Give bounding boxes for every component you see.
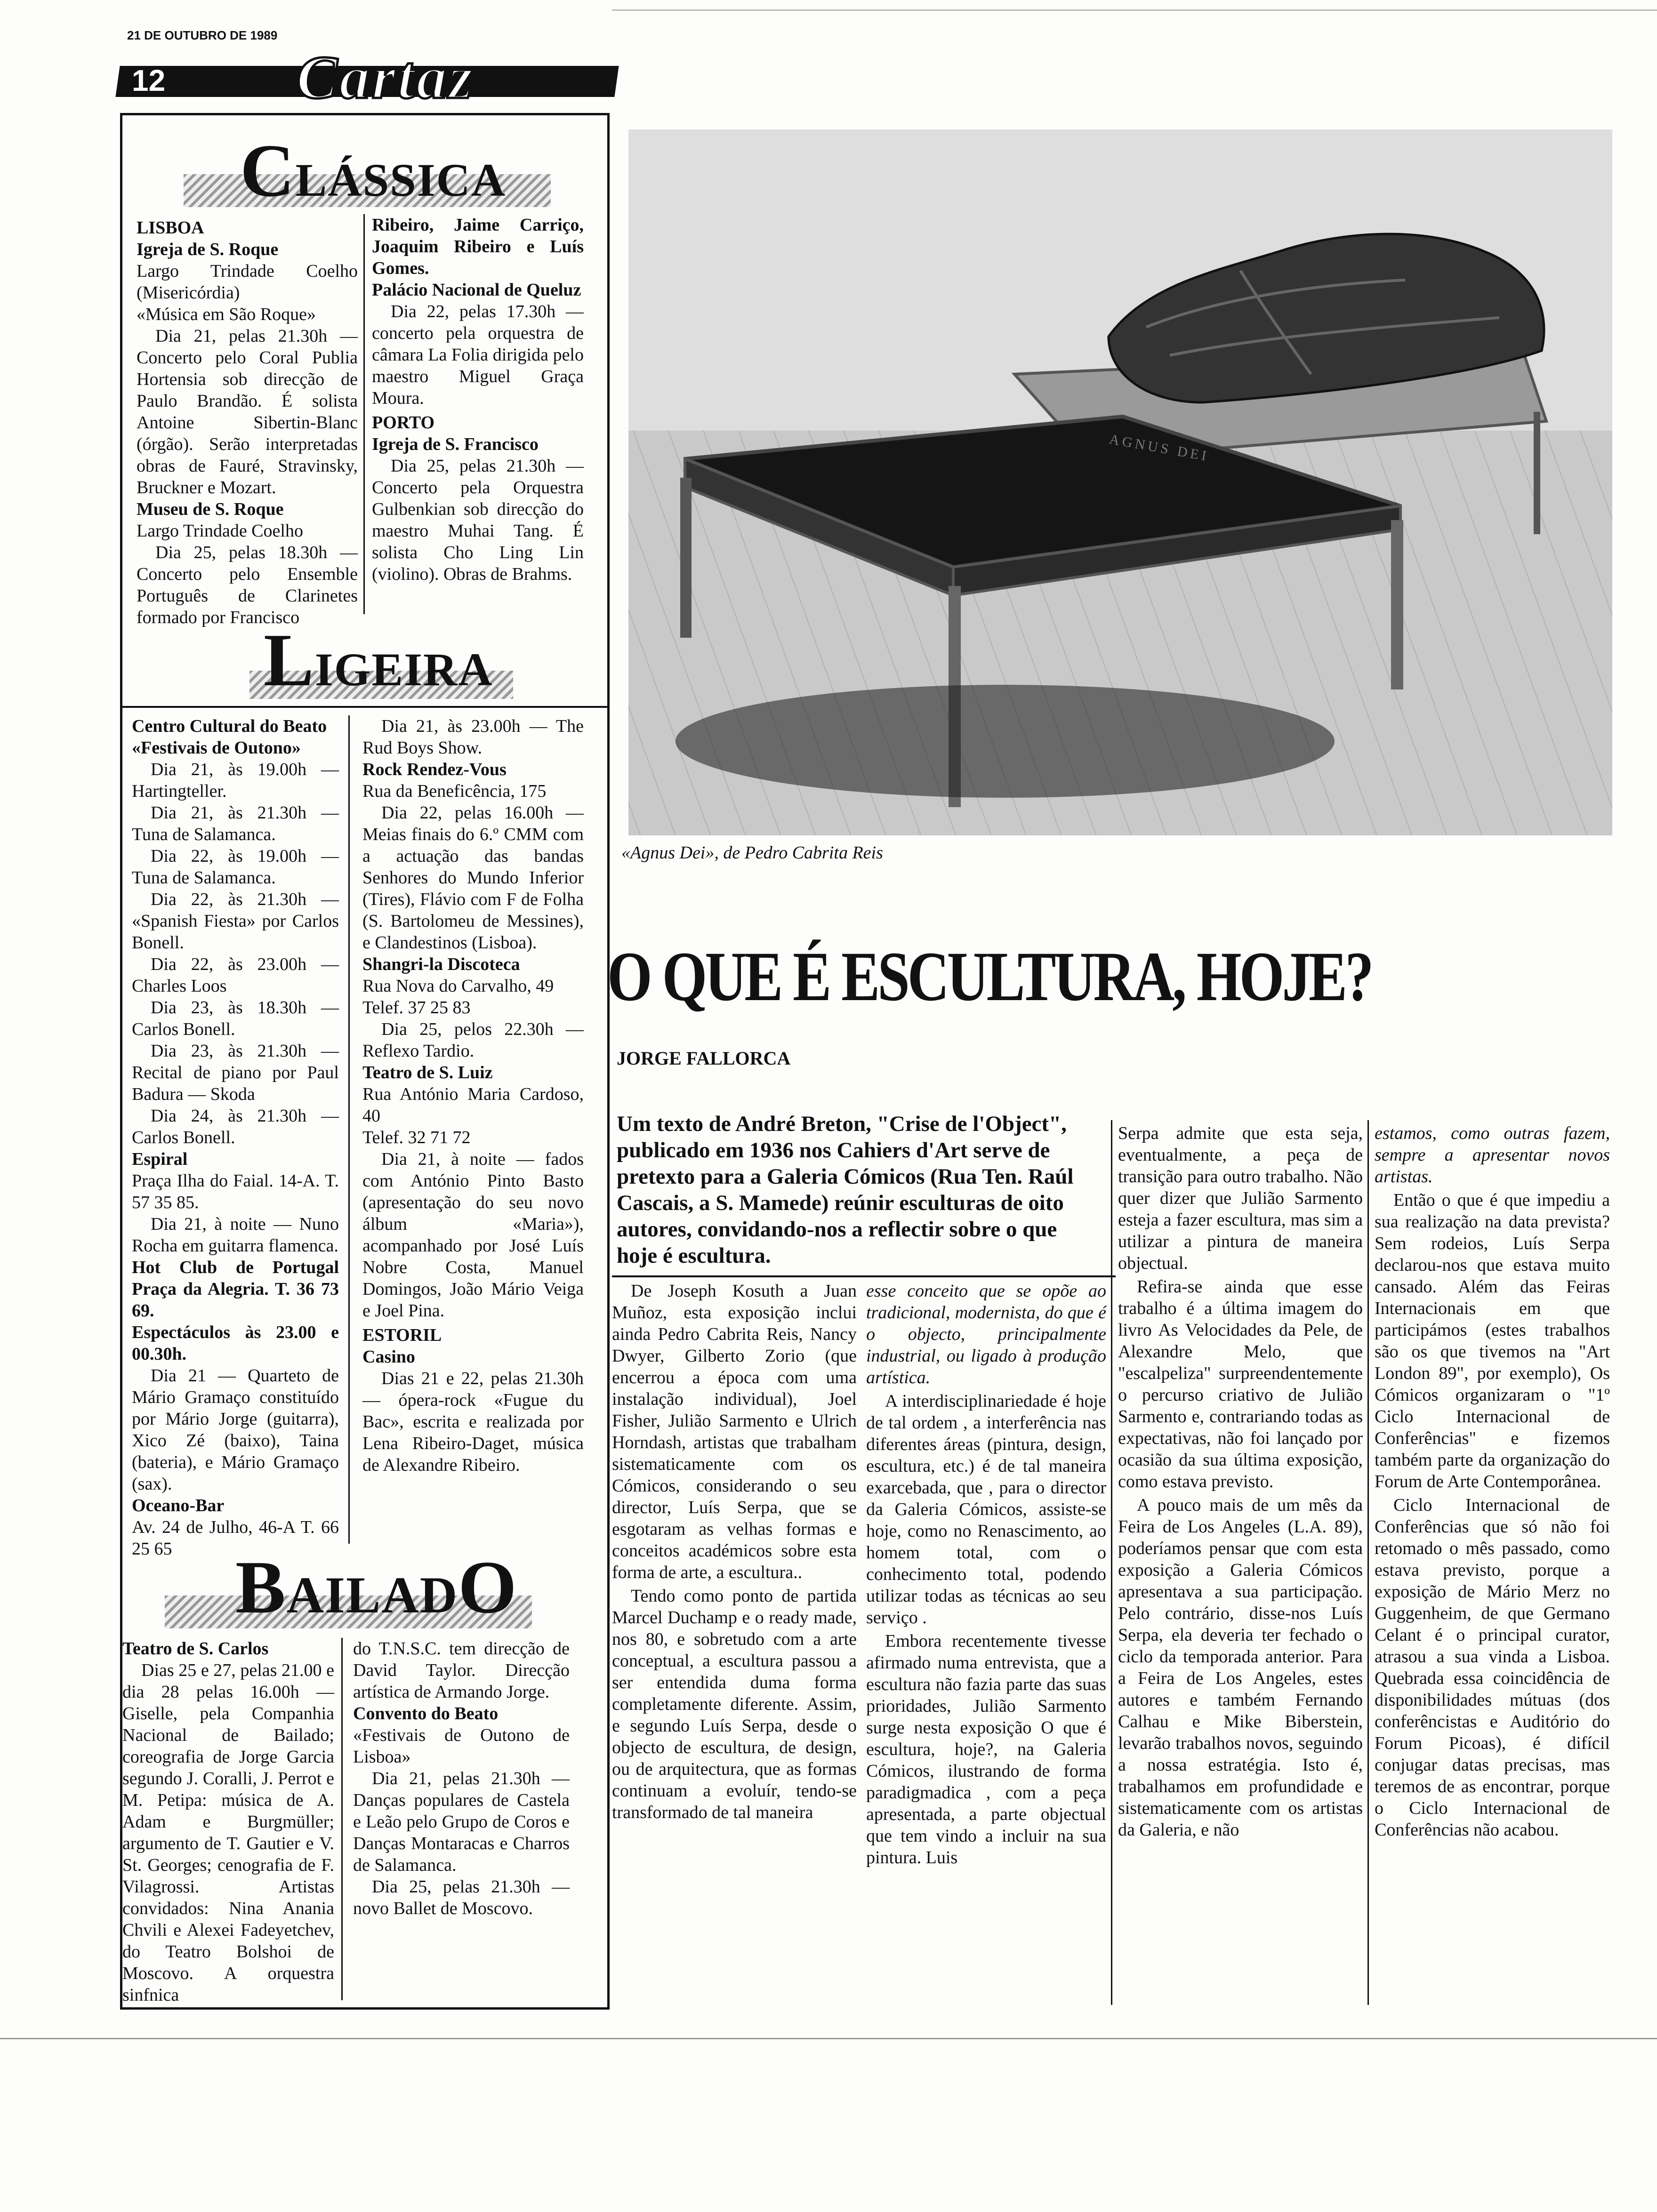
classica-title: CLÁSSICA xyxy=(240,128,507,212)
listing-venue: Hot Club de Portugal Praça da Alegria. T. 36 73 69. xyxy=(132,1258,339,1321)
ligeira-title: LIGEIRA xyxy=(264,618,493,702)
listing-entry: Dia 25, pelas 18.30h — Concerto pelo Ensemble Português de Clarinetes formado por Francisco xyxy=(137,543,358,627)
listing-text: Telef. 37 25 83 xyxy=(362,998,471,1018)
classica-col-1 xyxy=(137,214,358,628)
article-headline: O QUE É ESCULTURA, HOJE? xyxy=(607,938,1372,1016)
listing-venue: Shangri-la Discoteca xyxy=(362,954,520,974)
listing-entry: Dia 21, às 19.00h — Hartingteller. xyxy=(132,760,339,801)
listing-venue: Espiral xyxy=(132,1149,188,1169)
article-col-2 xyxy=(866,1280,1106,1870)
issue-date: 21 DE OUTUBRO DE 1989 xyxy=(127,28,278,42)
article-col-2-para-1: esse conceito que se opõe ao tradicional, modernista, do que é o objecto, principalmente industrial, ou ligado à produção artística. xyxy=(866,1281,1106,1387)
sculpture-illustration xyxy=(628,129,1612,835)
listing-venue: Igreja de S. Francisco xyxy=(372,434,539,454)
photo-inscription: AGNUS DEI xyxy=(1108,431,1211,465)
listing-text: Rua da Beneficência, 175 xyxy=(362,781,547,801)
listing-entry: Dia 25, pelos 22.30h — Reflexo Tardio. xyxy=(362,1019,584,1061)
article-col-4-para-2: Então o que é que impediu a sua realização na data prevista? Sem rodeios, Luís Serpa declarou-nos que estava muito cansado. Além das Feiras Internacionais em que participámos (estes trabalhos são os que tivemos na "Art London 89", por exemplo), Os Cómicos organizaram o "1º Ciclo Internacional de Conferências" e fizemos também parte da organização do Forum de Arte Contemporânea. xyxy=(1375,1190,1610,1491)
listing-entry: Dia 25, pelas 21.30h — novo Ballet de Moscovo. xyxy=(353,1877,570,1918)
section-logo: Cartaz xyxy=(297,44,475,112)
page-header xyxy=(118,28,617,112)
listing-entry: Dia 22, pelas 17.30h — concerto pela orquestra de câmara La Folia dirigida pelo maestro Miguel Graça Moura. xyxy=(372,302,584,408)
listing-text: Rua Nova do Carvalho, 49 xyxy=(362,976,554,996)
page-number: 12 xyxy=(132,64,166,97)
classica-col-2 xyxy=(372,214,584,585)
listing-text: «Festivais de Outono de Lisboa» xyxy=(353,1725,570,1767)
bailado-col-1 xyxy=(122,1638,334,2006)
article-lead: Um texto de André Breton, "Crise de l'Object", publicado em 1936 nos Cahiers d'Art serve de pretexto para a Galeria Cómicos (Rua Ten. Raúl Cascais, a S. Mamede) reúnir esculturas de oito autores, convidando-nos a reflectir sobre o que hoje é escultura. xyxy=(617,1112,1074,1268)
article-col-3 xyxy=(1118,1122,1363,1843)
listing-text: Rua António Maria Cardoso, 40 xyxy=(362,1084,584,1126)
listing-entry: Dia 21, pelas 21.30h — Danças populares de Castela e Leão pelo Grupo de Coros e Danças Montaracas e Charros de Salamanca. xyxy=(353,1769,570,1875)
article-col-2-para-3: Embora recentemente tivesse afirmado numa entrevista, que a escultura não fazia parte das suas prioridades, Julião Sarmento surge nesta exposição O que é escultura, hoje?, na Galeria Cómicos, ilustrando de forma paradigmadica , com a peça apresentada, a parte objectual que tem vindo a incluir na sua pintura. Luis xyxy=(866,1631,1106,1867)
listing-entry: Dia 21, à noite — fados com António Pinto Basto (apresentação do seu novo álbum «Maria»), acompanhado por José Luís Nobre Costa, Manuel Domingos, João Mário Veiga e Joel Pina. xyxy=(362,1149,584,1321)
listing-entry: Dia 21, à noite — Nuno Rocha em guitarra flamenca. xyxy=(132,1214,339,1256)
listing-venue: Igreja de S. Roque xyxy=(137,240,279,259)
article-col-divider-4 xyxy=(1367,1120,1369,2005)
listing-entry: Dia 21 — Quarteto de Mário Gramaço constituído por Mário Jorge (guitarra), Xico Zé (baixo), Taina (bateria), e Mário Gramaço (sax). xyxy=(132,1366,339,1494)
listing-entry: Dia 23, às 21.30h — Recital de piano por Paul Badura — Skoda xyxy=(132,1041,339,1104)
listing-city: LISBOA xyxy=(137,218,204,238)
listing-entry: Dia 22, às 19.00h — Tuna de Salamanca. xyxy=(132,846,339,888)
bailado-col-divider xyxy=(341,1638,343,2000)
listing-entry: Dias 21 e 22, pelas 21.30h — ópera-rock «Fugue du Bac», escrita e realizada por Lena Ribeiro-Daget, música de Alexandre Ribeiro. xyxy=(362,1369,584,1475)
listing-entry: Dia 21, às 21.30h — Tuna de Salamanca. xyxy=(132,803,339,844)
listing-entry: Dia 23, às 18.30h — Carlos Bonell. xyxy=(132,998,339,1039)
listing-venue: Espectáculos às 23.00 e 00.30h. xyxy=(132,1322,339,1364)
sculpture-photo xyxy=(628,129,1612,835)
listing-venue: Rock Rendez-Vous xyxy=(362,760,507,779)
article-col-1-para-2: Tendo como ponto de partida Marcel Duchamp e o ready made, nos 80, e sobretudo com a arte conceptual, a escultura passou a ser entendida duma forma completamente diferente. Assim, e segundo Luís Serpa, desde o objecto de escultura, de design, ou de arquitectura, que as formas continuam a evoluír, tendo-se transformado de tal maneira xyxy=(612,1586,857,1822)
listing-entry: Dias 25 e 27, pelas 21.00 e dia 28 pelas 16.00h — Giselle, pela Companhia Nacional de Bailado; coreografia de Jorge Garcia segundo J. Coralli, J. Perrot e M. Petipa: música de A. Adam e Burgmüller; argumento de T. Gautier e V. St. Georges; cenografia de F. Vilagrossi. Artistas convidados: Nina Anania Chvili e Alexei Fadeyetchev, do Teatro Bolshoi de Moscovo. A orquestra sinfnica xyxy=(122,1660,334,2005)
listing-venue: Casino xyxy=(362,1347,415,1367)
listing-city: PORTO xyxy=(372,413,435,433)
listing-venue: Centro Cultural do Beato xyxy=(132,716,327,736)
listing-venue: Convento do Beato xyxy=(353,1704,499,1723)
ligeira-col-1 xyxy=(132,715,339,1560)
article-col-divider-3 xyxy=(1111,1120,1112,2005)
listing-text: do T.N.S.C. tem direcção de David Taylor. Direcção artística de Armando Jorge. xyxy=(353,1639,570,1702)
listing-entry: Dia 22, às 21.30h — «Spanish Fiesta» por Carlos Bonell. xyxy=(132,890,339,953)
listing-venue: Ribeiro, Jaime Carriço, Joaquim Ribeiro e Luís Gomes. xyxy=(372,215,584,278)
listing-entry: Dia 21, pelas 21.30h — Concerto pelo Coral Publia Hortensia sob direcção de Paulo Brandão. É solista Antoine Sibertin-Blanc (órgão). Serão interpretadas obras de Fauré, Stravinsky, Bruckner e Mozart. xyxy=(137,326,358,497)
listing-venue: «Festivais de Outono» xyxy=(132,738,301,758)
listing-venue: Teatro de S. Luiz xyxy=(362,1063,493,1082)
ligeira-col-divider xyxy=(348,715,350,1544)
bailado-col-2 xyxy=(353,1638,570,1919)
article-byline: JORGE FALLORCA xyxy=(617,1048,791,1069)
listing-entry: Dia 24, às 21.30h — Carlos Bonell. xyxy=(132,1106,339,1147)
article-col-1-para-1: De Joseph Kosuth a Juan Muñoz, esta exposição inclui ainda Pedro Cabrita Reis, Nancy Dwyer, Gilberto Zorio (que encerrou a época com uma instalação individual), Joel Fisher, Julião Sarmento e Ulrich Horndash, artistas que trabalham sistematicamente com os Cómicos, considerando o seu director, Luís Serpa, que se esgotaram as velhas formas e conceitos académicos sobre esta forma de arte, a escultura.. xyxy=(612,1281,857,1582)
ligeira-col-2 xyxy=(362,715,584,1476)
classica-col-divider xyxy=(363,214,365,614)
page-bottom-rule xyxy=(0,2038,1657,2039)
article-col-3-para-3: A pouco mais de um mês da Feira de Los Angeles (L.A. 89), poderíamos pensar que com esta exposição a Galeria Cómicos apresentava a sua participação. Pelo contrário, disse-nos Luís Serpa, ela deveria ter fechado o ciclo da temporada anterior. Para a Feira de Los Angeles, estes autores e também Fernando Calhau e Mike Biberstein, levarão trabalhos novos, seguindo a nossa estratégia. Isto é, trabalhamos em profundidade e sistematicamente com os artistas da Galeria, e não xyxy=(1118,1495,1363,1840)
article-col-1 xyxy=(612,1280,857,1825)
header-top-rule xyxy=(612,9,1657,11)
article-col-4 xyxy=(1375,1122,1610,1843)
listing-entry: Dia 22, às 23.00h — Charles Loos xyxy=(132,954,339,996)
listing-entry: Dia 25, pelas 21.30h — Concerto pela Orquestra Gulbenkian sob direcção do maestro Muhai Tang. É solista Cho Ling Lin (violino). Obras de Brahms. xyxy=(372,456,584,584)
listing-text: Largo Trindade Coelho xyxy=(137,521,303,541)
listing-city: ESTORIL xyxy=(362,1325,442,1345)
article-col-3-para-1: Serpa admite que esta seja, eventualmente, a peça de transição para outro trabalho. Não quer dizer que Julião Sarmento esteja a fazer escultura, mas sim a utilizar a pintura de maneira objectual. xyxy=(1118,1123,1363,1273)
ligeira-title-rule xyxy=(122,706,607,708)
listing-text: Largo Trindade Coelho (Misericórdia) xyxy=(137,261,358,303)
photo-caption: «Agnus Dei», de Pedro Cabrita Reis xyxy=(621,843,883,863)
bailado-title: BAILADO xyxy=(235,1545,518,1629)
listing-venue: Palácio Nacional de Queluz xyxy=(372,280,581,300)
listing-text: Av. 24 de Julho, 46-A T. 66 25 65 xyxy=(132,1517,339,1559)
listing-venue: Museu de S. Roque xyxy=(137,499,284,519)
listing-text: «Música em São Roque» xyxy=(137,305,316,324)
article-col-3-para-2: Refira-se ainda que esse trabalho é a última imagem do livro As Velocidades da Pele, de Alexandre Melo, que "escalpeliza" surpreendentemente o percurso criativo de Julião Sarmento e, contrariando todas as expectativas, não foi lançado por ocasião da sua última exposição, como estava previsto. xyxy=(1118,1277,1363,1491)
lead-underline xyxy=(612,1275,1116,1277)
article-col-4-para-3: Ciclo Internacional de Conferências que só não foi retomado o mês passado, como estava previsto, porque a exposição de Mário Merz no Guggenheim, de que Germano Celant é o principal curator, atrasou a sua vinda a Lisboa. Quebrada essa coincidência de disponibilidades mútuas (dos conferêncistas e Auditório do Forum Picoas), é difícil conjugar datas precisas, mas teremos de as encontrar, porque o Ciclo Internacional de Conferências não acabou. xyxy=(1375,1495,1610,1840)
listing-text: Praça Ilha do Faial. 14-A. T. 57 35 85. xyxy=(132,1171,339,1212)
article-col-2-para-2: A interdisciplinariedade é hoje de tal ordem , a interferência nas diferentes áreas (pintura, design, escultura, etc.) é de tal maneira exarcebada, que , para o director da Galeria Cómicos, assiste-se hoje, como no Renascimento, ao homem total, com o conhecimento total, podendo utilizar todas as técnicas ao seu serviço . xyxy=(866,1391,1106,1627)
listing-text: Telef. 32 71 72 xyxy=(362,1128,471,1147)
listing-venue: Teatro de S. Carlos xyxy=(122,1639,269,1659)
listing-entry: Dia 22, pelas 16.00h — Meias finais do 6.º CMM com a actuação das bandas Senhores do Mundo Inferior (Tires), Flávio com F de Folha (S. Bartolomeu de Messines), e Clandestinos (Lisboa). xyxy=(362,803,584,953)
article-col-4-para-1: estamos, como outras fazem, sempre a apresentar novos artistas. xyxy=(1375,1123,1610,1186)
listing-entry: Dia 21, às 23.00h — The Rud Boys Show. xyxy=(362,716,584,758)
listing-venue: Oceano-Bar xyxy=(132,1496,225,1515)
